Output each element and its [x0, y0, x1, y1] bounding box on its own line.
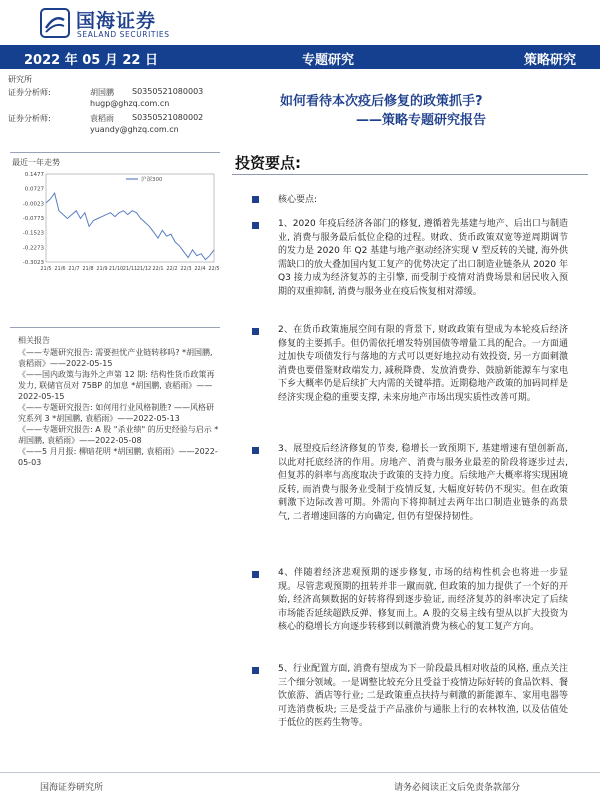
footer-org: 国海证券研究所: [40, 783, 104, 793]
analyst-role: 证券分析师:: [8, 88, 51, 97]
report-date: 2022 年 05 月 22 日: [24, 53, 158, 68]
x-tick-label: 22/4: [194, 266, 206, 272]
report-type: 专题研究: [302, 53, 355, 68]
x-tick-label: 21/8: [82, 266, 94, 272]
analyst-cert: S0350521080002: [132, 113, 204, 122]
series-line-hs300: [46, 193, 214, 260]
bullet-marker: [252, 328, 259, 335]
key-point-paragraph: 2、在货币政策施展空间有限的背景下, 财政政策有望成为本轮疫后经济修复的主要抓手。但仍需依托增发特别国债等增量工具的配合。一方面通过加快专项债发行与落地的方式可以更好地拉动有效投资, 另一方面刺激消费也要借鉴财政端发力, 减税降费、发放消费券、鼓励新能源车与家电下乡大概率仍是后续扩大内需的关键举措。近期稳地产政策的加码同样是经济实现企稳的重要支撑, 未来房地产市场出现实质性改善可期。: [278, 325, 568, 403]
bullet-marker: [252, 447, 259, 454]
analyst-name: 胡国鹏: [90, 88, 114, 97]
section-divider: [232, 174, 588, 175]
related-report-item[interactable]: 《——专题研究报告: A 股 "杀业绩" 的历史经验与启示 *胡国鹏, 袁稻雨》——2022-05-08: [18, 425, 219, 445]
analyst-email[interactable]: hugp@ghzq.com.cn: [90, 99, 170, 108]
analyst-email[interactable]: yuandy@ghzq.com.cn: [90, 125, 179, 134]
section-title: 投资要点:: [235, 154, 301, 172]
key-points-label: 核心要点:: [278, 195, 318, 205]
report-category: 策略研究: [524, 53, 577, 68]
analyst-role: 证券分析师:: [8, 114, 51, 123]
y-tick-label: 0.1477: [24, 172, 44, 178]
sidebar-divider: [10, 327, 220, 328]
x-tick-label: 21/6: [54, 266, 66, 272]
key-point-paragraph: 5、行业配置方面, 消费有望成为下一阶段最具相对收益的风格, 重点关注三个细分领域。一是调整比较充分且受益于疫情边际好转的食品饮料、餐饮旅游、酒店等行业; 二是政策重点扶持与刺激的新能源车、家用电器等可选消费板块; 三是受益于产品涨价与通胀上行的农林牧渔, 以及估值处于低位的医药生物等。: [278, 664, 568, 728]
related-report-item[interactable]: 《——专题研究报告: 需要担忧产业链转移吗? *胡国鹏, 袁稻雨》——2022-05-15: [18, 348, 213, 368]
sidebar-divider: [10, 152, 220, 153]
key-point-paragraph: 3、展望疫后经济修复的节奏, 稳增长一致预期下, 基建增速有望创新高, 以此对托底经济的作用。房地产、消费与服务业最差的阶段将逐步过去, 但复苏的斜率与高度取决于政策的支持力度。后续地产大概率将实现困境反转, 而消费与服务业受制于疫情反复, 大幅度好转仍不现实。但在政策刺激下边际改善可期。外需向下将抑制过去两年出口制造业链条的高景气, 二者增速回落的方向确定, 但仍有望保持韧性。: [278, 444, 568, 522]
y-tick-label: -0.2273: [22, 245, 44, 252]
x-tick-label: 21/5: [40, 266, 52, 272]
x-tick-label: 21/12: [136, 266, 152, 272]
header-bar: [0, 45, 600, 69]
bullet-marker: [252, 571, 259, 578]
chart-title: 最近一年走势: [12, 158, 60, 167]
company-name-en: SEALAND SECURITIES: [77, 30, 170, 39]
x-tick-label: 22/1: [152, 266, 164, 272]
related-report-item[interactable]: 《——国内政策与海外之声第 12 期: 结构性货币政策再发力, 联储官员对 75BP 的加息 *胡国鹏, 袁稻雨》——2022-05-15: [18, 370, 215, 401]
bullet-marker: [252, 222, 259, 229]
team-label: 研究所: [8, 75, 32, 84]
x-tick-label: 22/2: [166, 266, 178, 272]
report-subtitle: ——策略专题研究报告: [356, 113, 487, 128]
company-logo-icon: [40, 8, 70, 38]
analyst-name: 袁稻雨: [90, 114, 114, 123]
report-title: 如何看待本次疫后修复的政策抓手?: [280, 94, 483, 109]
legend-label: 沪深300: [141, 177, 163, 183]
y-tick-label: -0.3023: [22, 260, 44, 266]
x-tick-label: 21/9: [96, 266, 108, 272]
x-tick-label: 22/5: [208, 266, 220, 272]
related-reports-list: [18, 347, 220, 468]
bullet-marker: [252, 196, 259, 203]
y-tick-label: -0.0023: [22, 201, 44, 208]
y-tick-label: -0.1523: [22, 230, 44, 237]
key-point-paragraph: 1、2020 年疫后经济各部门的修复, 遵循着先基建与地产、后出口与制造业, 消费与服务最后低位企稳的过程。财政、货币政策双宽等逆周期调节的发力是 2020 年 Q2 基建与地产驱动经济实现 V 型反转的关键, 海外供需缺口的放大叠加国内复工复产的优势决定了出口制造业链条从 2020 年 Q3 接力成为经济复苏的主引擎, 而受制于疫情对消费场景和居民收入预期的双重抑制, 消费与服务业在疫后恢复相对滞缓。: [278, 219, 568, 297]
related-report-item[interactable]: 《——专题研究报告: 如何用行业风格制胜? ——风格研究系列 3 *胡国鹏, 袁稻雨》——2022-05-13: [18, 403, 215, 423]
related-report-item[interactable]: 《——5 月月报: 柳暗花明 *胡国鹏, 袁稻雨》——2022-05-03: [18, 447, 218, 467]
bullet-marker: [252, 667, 259, 674]
company-name-cn: 国海证券: [76, 10, 157, 32]
x-tick-label: 21/11: [122, 266, 138, 272]
footer-disclaimer: 请务必阅读正文后免责条款部分: [394, 783, 521, 793]
plot-frame: [46, 174, 214, 262]
x-tick-label: 21/7: [68, 266, 80, 272]
analyst-cert: S0350521080003: [132, 87, 204, 96]
key-point-paragraph: 4、伴随着经济悲观预期的逐步修复, 市场的结构性机会也将进一步显现。尽管悲观预期的扭转并非一蹴而就, 但政策的加力提供了一个好的开始, 经济高频数据的好转将得到逐步验证, 而经济复苏的斜率决定了后续市场能否延续超跌反弹、修复而上。A 股的交易主线有望从以扩大投资为核心的稳增长方向逐步转移到以刺激消费为核心的复工复产方向。: [278, 568, 568, 632]
x-tick-label: 21/10: [108, 266, 124, 272]
related-reports-title: 相关报告: [18, 336, 50, 345]
y-tick-label: -0.0773: [22, 216, 44, 222]
y-tick-label: 0.0727: [24, 186, 44, 193]
trend-chart: [6, 166, 222, 278]
footer-divider: [0, 772, 600, 773]
x-tick-label: 22/3: [180, 266, 192, 272]
